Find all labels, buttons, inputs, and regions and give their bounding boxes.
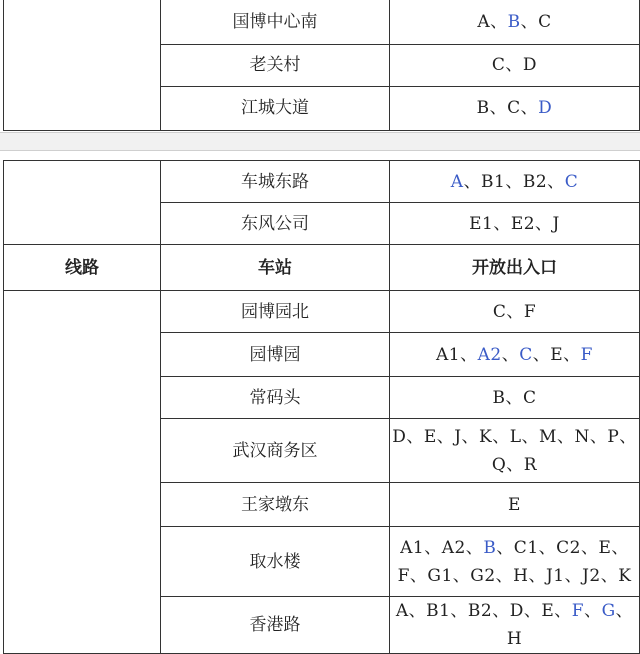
station-cell: 园博园 (161, 333, 390, 377)
station-cell: 香港路 (161, 597, 390, 654)
entrances-cell (390, 203, 640, 245)
entrance-text: C (538, 11, 552, 32)
entrance-text: C、D (491, 55, 538, 75)
entrances-cell (390, 377, 640, 419)
station-cell: 园博园北 (161, 291, 390, 333)
station-cell: 车城东路 (161, 161, 390, 203)
entrance-text: D、E、J、K、L、M、N、P、Q、R (392, 426, 637, 475)
highlighted-entrance: A2 (477, 344, 502, 365)
entrances-cell (390, 527, 640, 597)
entrances-cell (390, 44, 640, 86)
entrance-text: 、E、 (532, 344, 581, 365)
entrance-text: A1、A2、 (400, 537, 484, 558)
highlighted-entrance: F (580, 344, 593, 365)
entrances-cell (390, 86, 640, 130)
entrances-cell (390, 161, 640, 203)
entrances-cell (390, 419, 640, 483)
table-row (4, 291, 640, 333)
entrance-text: 、B1、B2、 (463, 171, 565, 192)
station-table-main (3, 160, 640, 654)
table-row (4, 0, 640, 44)
entrances-cell (390, 291, 640, 333)
entrance-text: E (508, 494, 521, 515)
station-cell: 江城大道 (161, 86, 390, 130)
entrance-text: B、C、 (476, 98, 539, 118)
entrance-text: 、H (506, 601, 634, 649)
station-cell: 东风公司 (161, 203, 390, 245)
highlighted-entrance: G (601, 601, 616, 621)
entrance-text: 、 (584, 601, 602, 621)
station-cell: 取水楼 (161, 527, 390, 597)
station-cell: 国博中心南 (161, 0, 390, 44)
entrance-text: A、B1、B2、D、E、 (395, 601, 572, 621)
highlighted-entrance: C (564, 171, 579, 192)
entrances-cell (390, 333, 640, 377)
entrance-text: C、F (492, 301, 537, 322)
page-separator (0, 132, 640, 151)
table-header-row (4, 245, 640, 291)
highlighted-entrance: C (519, 344, 533, 365)
station-cell: 武汉商务区 (161, 419, 390, 483)
header-line: 线路 (4, 245, 161, 291)
highlighted-entrance: B (483, 537, 497, 558)
line-cell (4, 161, 161, 245)
line-cell (4, 291, 161, 654)
entrances-cell (390, 0, 640, 44)
entrance-text: 、 (520, 11, 539, 32)
highlighted-entrance: B (507, 11, 521, 32)
highlighted-entrance: A (450, 171, 464, 192)
station-cell: 老关村 (161, 44, 390, 86)
table-row (4, 161, 640, 203)
highlighted-entrance: D (538, 98, 553, 118)
station-cell: 王家墩东 (161, 483, 390, 527)
header-entrances: 开放出入口 (390, 245, 640, 291)
line-cell (4, 0, 161, 130)
highlighted-entrance: F (571, 601, 585, 621)
entrance-text: 、 (501, 344, 520, 365)
entrance-text: E1、E2、J (469, 213, 560, 234)
entrance-text: A (477, 11, 491, 32)
station-table-top (3, 0, 640, 131)
station-cell: 常码头 (161, 377, 390, 419)
entrance-text: B、C (492, 387, 537, 408)
entrances-cell (390, 483, 640, 527)
entrance-text: 、 (490, 11, 508, 32)
header-station: 车站 (161, 245, 390, 291)
entrance-text: A1、 (436, 344, 478, 365)
entrance-text: 、C1、C2、E、F、G1、G2、H、J1、J2、K (397, 537, 632, 586)
